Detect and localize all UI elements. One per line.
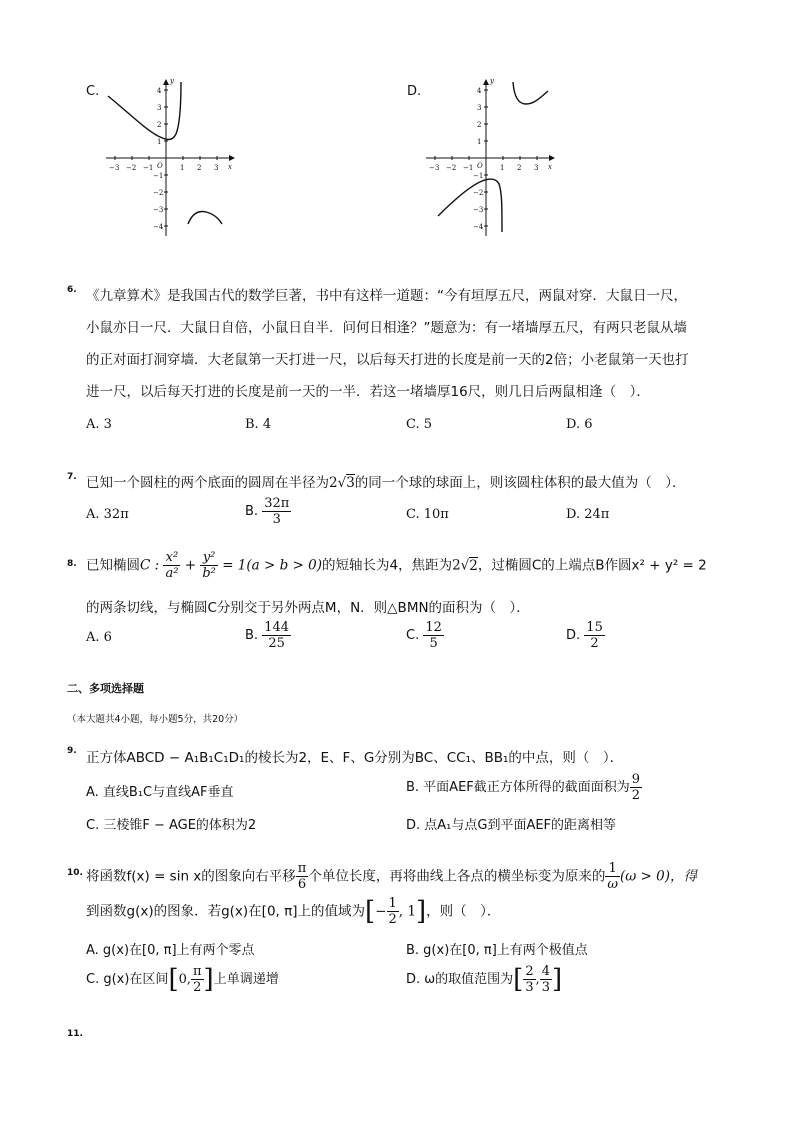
q6-line-4: 进一尺，以后每天打进的长度是前一天的一半．若这一堵墙厚16尺，则几日后两鼠相逢（ ）．: [86, 384, 650, 400]
y-axis-label: y: [170, 77, 174, 85]
q7-option-d: D. 24π: [566, 507, 610, 522]
tick-x-neg1: −1: [143, 164, 154, 172]
tick-x-3: 3: [214, 164, 219, 172]
q8-option-a: A. 6: [86, 630, 112, 645]
q10-option-a: A. g(x)在[0, π]上有两个零点: [86, 943, 255, 958]
q6-option-d: D. 6: [566, 417, 593, 432]
tick-x-neg2: −2: [446, 164, 457, 172]
q9-stem: 正方体ABCD − A₁B₁C₁D₁的棱长为2，E、F、G分别为BC、CC₁、BB₁的中点，则（ ）．: [86, 750, 624, 766]
q6-option-a: A. 3: [86, 417, 112, 432]
tick-x-neg3: −3: [109, 164, 120, 172]
option-d-label: D.: [407, 84, 422, 99]
q9-option-b: B. 平面AEF截正方体所得的截面面积为 $\frac{9}{2}$: [406, 772, 641, 803]
q8-option-c: C. $\frac{12}{5}$: [406, 620, 442, 651]
option-c-label: C.: [86, 84, 100, 99]
q8-option-b: B. $\frac{144}{25}$: [245, 620, 290, 651]
tick-y-4: 4: [157, 87, 162, 95]
origin-label: O: [157, 162, 163, 170]
graph-d: [420, 74, 560, 244]
tick-x-2: 2: [197, 164, 202, 172]
question-number-9: 9.: [67, 746, 77, 756]
y-axis-label: y: [490, 77, 494, 85]
graph-c: [100, 74, 240, 244]
q7-stem: 已知一个圆柱的两个底面的圆周在半径为2√3的同一个球的球面上，则该圆柱体积的最大值为（ ）．: [86, 475, 686, 491]
tick-y-neg3: −3: [153, 206, 164, 214]
q6-option-b: B. 4: [245, 417, 272, 432]
tick-y-2: 2: [477, 121, 482, 129]
q7-option-a: A. 32π: [86, 507, 129, 522]
tick-x-3: 3: [534, 164, 539, 172]
tick-y-neg4: −4: [153, 223, 164, 231]
q8-stem-line-2: 的两条切线，与椭圆C分别交于另外两点M，N．则△BMN的面积为（ ）．: [86, 600, 530, 616]
tick-y-1: 1: [477, 138, 482, 146]
tick-y-1: 1: [157, 138, 162, 146]
tick-y-3: 3: [477, 104, 482, 112]
q10-option-b: B. g(x)在[0, π]上有两个极值点: [406, 943, 588, 958]
question-number-8: 8.: [67, 559, 77, 569]
question-number-10: 10.: [67, 868, 83, 878]
origin-label: O: [477, 162, 483, 170]
tick-x-1: 1: [500, 164, 505, 172]
question-number-11: 11.: [67, 1029, 83, 1039]
tick-x-neg1: −1: [463, 164, 474, 172]
q6-line-2: 小鼠亦日一尺．大鼠日自倍，小鼠日自半．问何日相逢？”题意为：有一堵墙厚五尺，有两只老鼠从墙: [86, 320, 687, 336]
tick-y-neg1: −1: [153, 172, 164, 180]
q6-line-1: 《九章算术》是我国古代的数学巨著，书中有这样一道题：“今有垣厚五尺，两鼠对穿．大鼠日一尺，: [86, 288, 687, 304]
question-number-7: 7.: [67, 472, 77, 482]
q10-option-c: C. g(x)在区间[0, $\frac{\pi}{2}$ ]上单调递增: [86, 964, 279, 995]
question-number-6: 6.: [67, 285, 77, 295]
q10-stem-line-2: 到函数g(x)的图象．若g(x)在[0, π]上的值域为[− $\frac{1}{2}$ , 1]，则（ ）．: [86, 896, 501, 927]
q9-option-c: C. 三棱锥F − AGE的体积为2: [86, 818, 257, 833]
tick-y-neg1: −1: [473, 172, 484, 180]
tick-y-2: 2: [157, 121, 162, 129]
q10-option-d: D. ω的取值范围为[ $\frac{2}{3}$ , $\frac{4}{3}$ ]: [406, 964, 563, 995]
q6-line-3: 的正对面打洞穿墙．大老鼠第一天打进一尺，以后每天打进的长度是前一天的2倍；小老鼠第一天也打: [86, 352, 689, 368]
tick-x-2: 2: [517, 164, 522, 172]
q7-option-c: C. 10π: [406, 507, 449, 522]
tick-x-neg3: −3: [429, 164, 440, 172]
x-axis-label: x: [548, 163, 552, 171]
q8-stem-line-1: 已知椭圆C : $\frac{\text{x²}}{\text{a²}}$ + $\frac{\text{y²}}{\text{b²}}$ = 1(a > b > 0)的短轴长为4，焦距为2√2，过椭圆C的上端点B作圆x² + y² = 2: [86, 550, 707, 581]
tick-y-neg2: −2: [153, 189, 164, 197]
tick-y-neg2: −2: [473, 189, 484, 197]
tick-x-1: 1: [180, 164, 185, 172]
q6-option-c: C. 5: [406, 417, 433, 432]
section-note: （本大题共4小题，每小题5分，共20分）: [67, 714, 244, 725]
q7-option-b: B. $\frac{32\pi}{3}$: [245, 496, 290, 527]
tick-y-neg3: −3: [473, 206, 484, 214]
section-title: 二、多项选择题: [67, 682, 144, 695]
q9-option-d: D. 点A₁与点G到平面AEF的距离相等: [406, 818, 617, 833]
q10-stem-line-1: 将函数f(x) = sin x的图象向右平移 $\frac{\pi}{6}$ 个单位长度，再将曲线上各点的横坐标变为原来的 $\frac{1}{\omega}$ (ω > 0)，得: [86, 861, 697, 892]
x-axis-label: x: [228, 163, 232, 171]
tick-x-neg2: −2: [126, 164, 137, 172]
q9-option-a: A. 直线B₁C与直线AF垂直: [86, 785, 234, 800]
tick-y-4: 4: [477, 87, 482, 95]
tick-y-3: 3: [157, 104, 162, 112]
tick-y-neg4: −4: [473, 223, 484, 231]
q8-option-d: D. $\frac{15}{2}$: [566, 620, 603, 651]
